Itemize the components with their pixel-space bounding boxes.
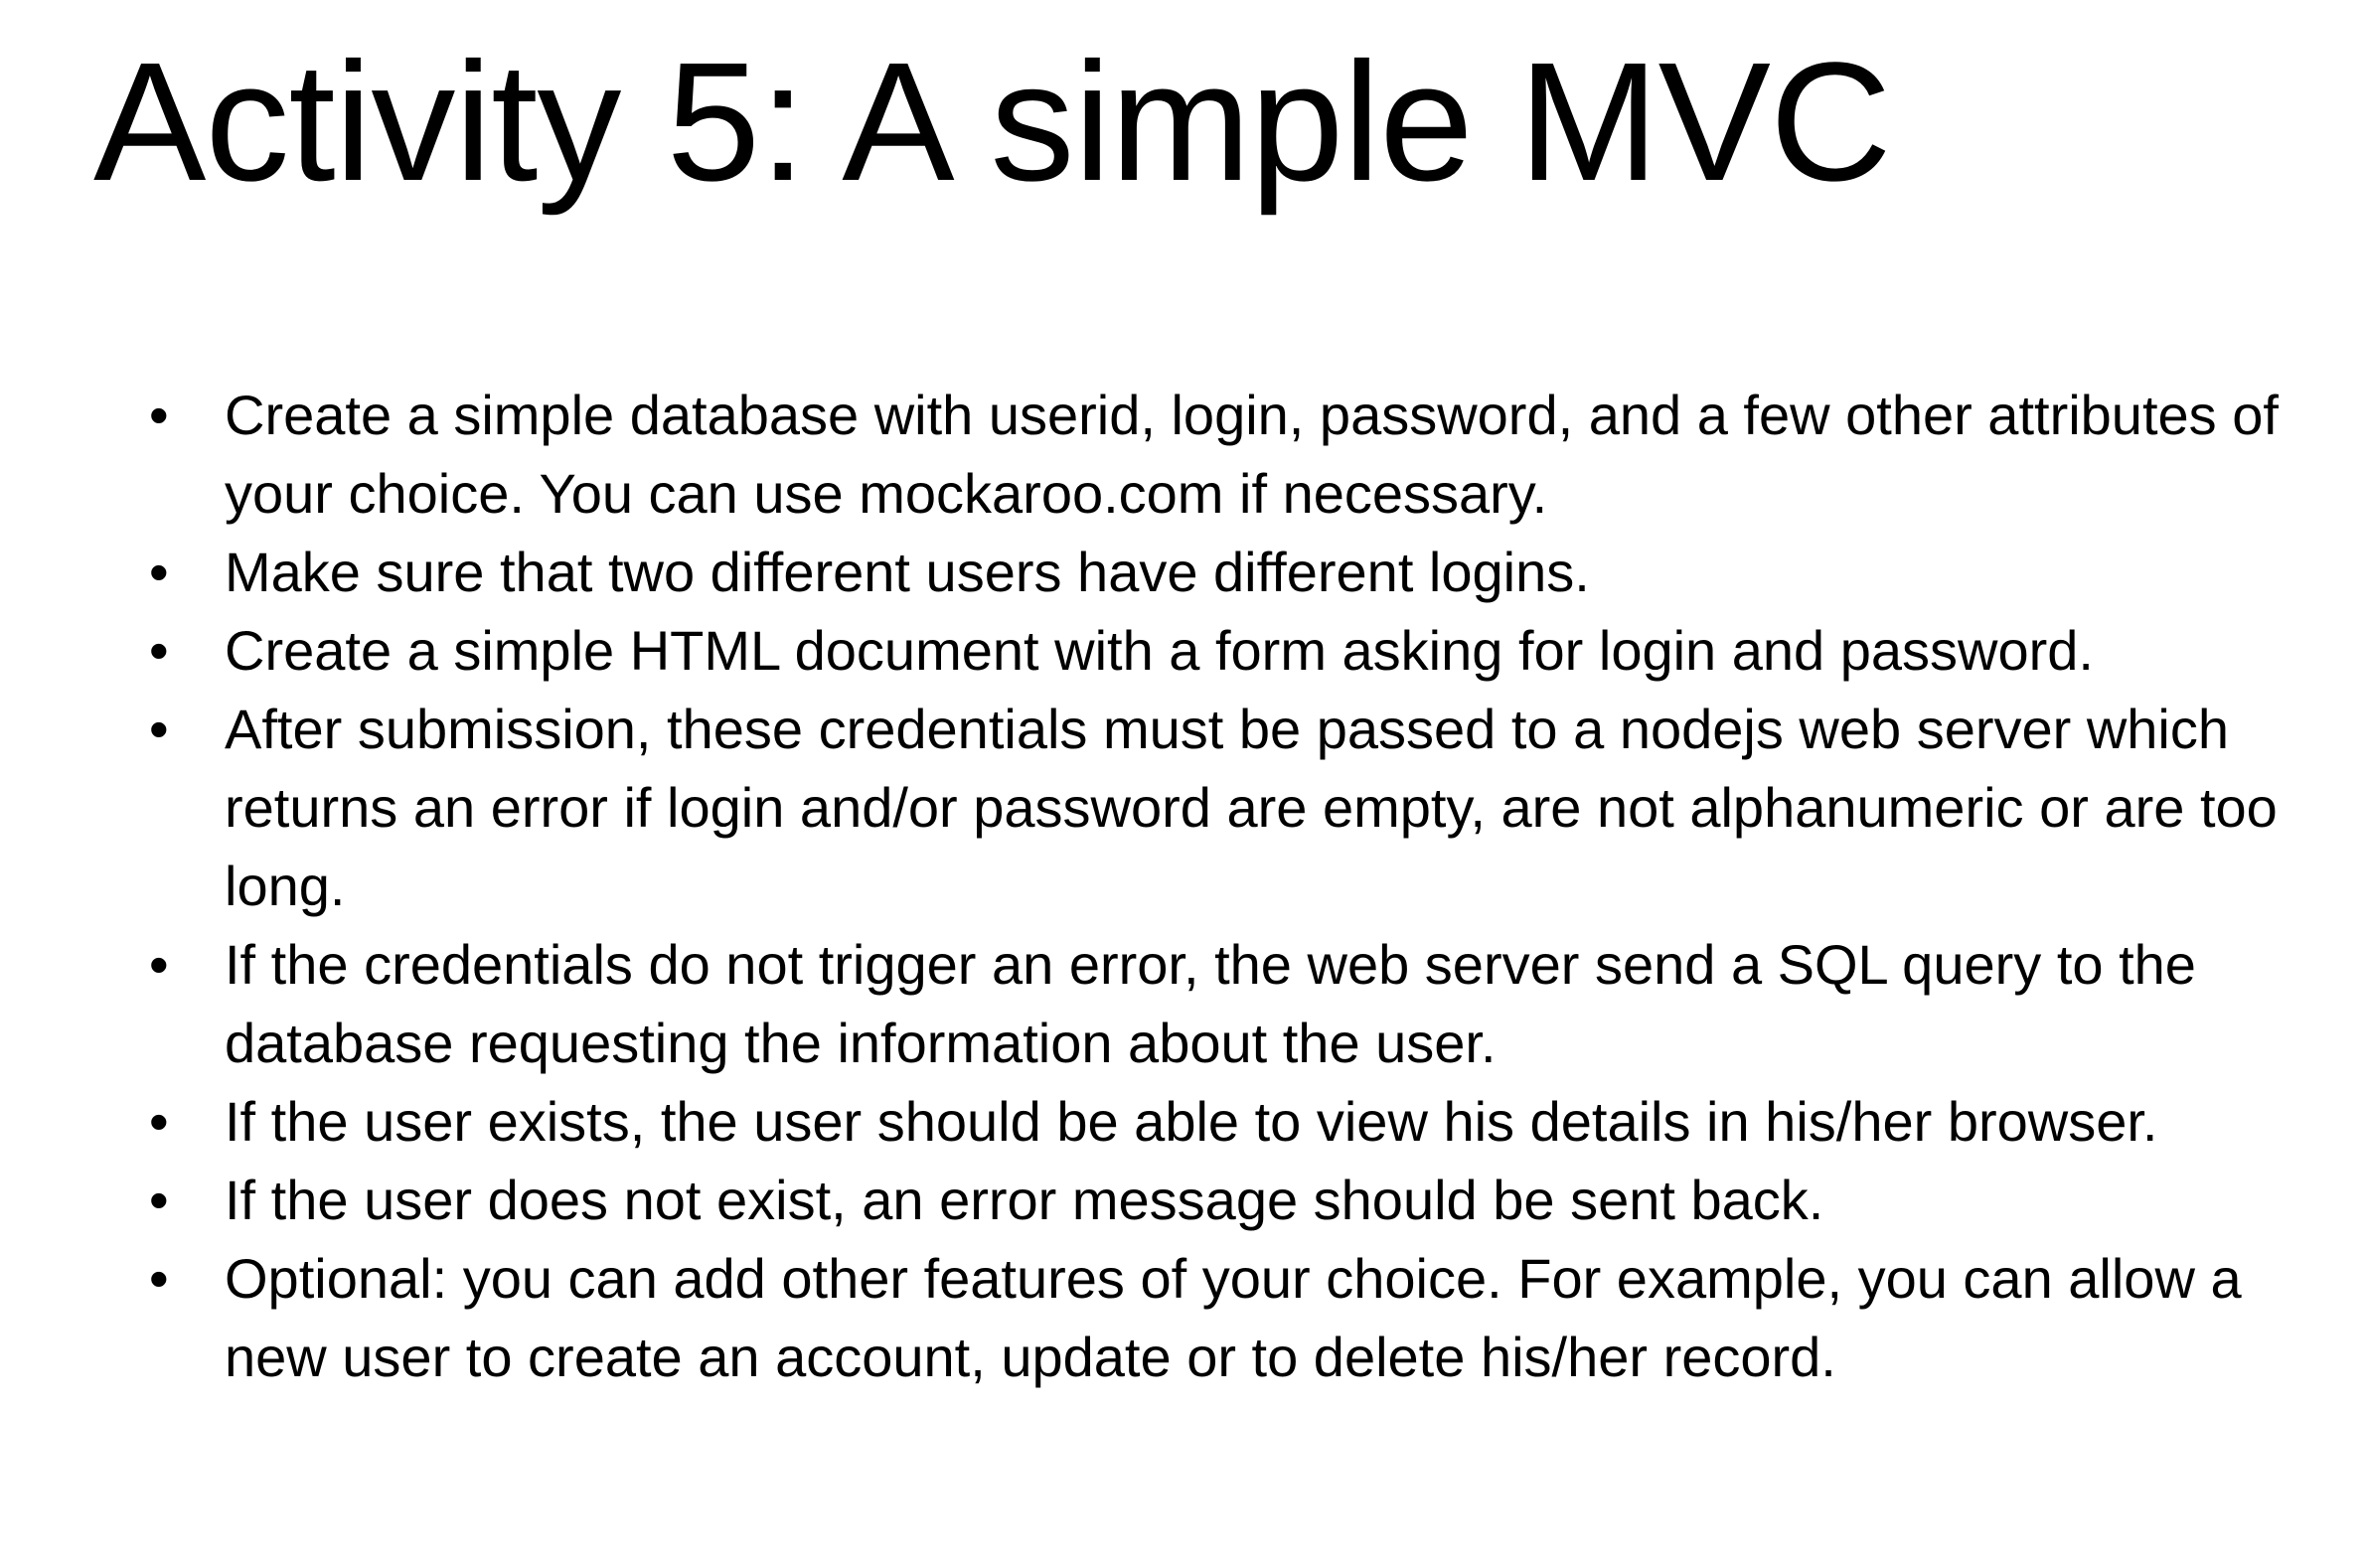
bullet-icon: • <box>149 1247 169 1310</box>
bullet-text: If the user does not exist, an error message should be sent back. <box>225 1169 1824 1231</box>
bullet-text: If the user exists, the user should be able to view his details in his/her browser. <box>225 1090 2158 1153</box>
bullet-icon: • <box>149 1090 169 1153</box>
bullet-list <box>149 376 2335 1396</box>
bullet-item <box>149 1082 2335 1161</box>
bullet-icon: • <box>149 1169 169 1231</box>
bullet-item <box>149 1161 2335 1239</box>
bullet-icon: • <box>149 384 169 446</box>
bullet-text: If the credentials do not trigger an error, the web server send a SQL query to the database requesting the information about the user. <box>225 933 2196 1074</box>
bullet-text: Make sure that two different users have different logins. <box>225 541 1590 603</box>
bullet-text: After submission, these credentials must be passed to a nodejs web server which returns an error if login and/or password are empty, are not alphanumeric or are too long. <box>225 698 2278 917</box>
bullet-icon: • <box>149 619 169 682</box>
bullet-item <box>149 533 2335 611</box>
bullet-text: Create a simple HTML document with a form asking for login and password. <box>225 619 2094 682</box>
bullet-item <box>149 690 2335 925</box>
bullet-text: Optional: you can add other features of your choice. For example, you can allow a new user to create an account, update or to delete his/her record. <box>225 1247 2242 1388</box>
bullet-icon: • <box>149 698 169 760</box>
bullet-item <box>149 376 2335 533</box>
bullet-icon: • <box>149 541 169 603</box>
bullet-item <box>149 1239 2335 1396</box>
bullet-text: Create a simple database with userid, login, password, and a few other attributes of your choice. You can use mockaroo.com if necessary. <box>225 384 2279 525</box>
bullet-icon: • <box>149 933 169 996</box>
bullet-item <box>149 925 2335 1082</box>
slide-title: Activity 5: A simple MVC <box>93 28 1891 217</box>
bullet-item <box>149 611 2335 690</box>
